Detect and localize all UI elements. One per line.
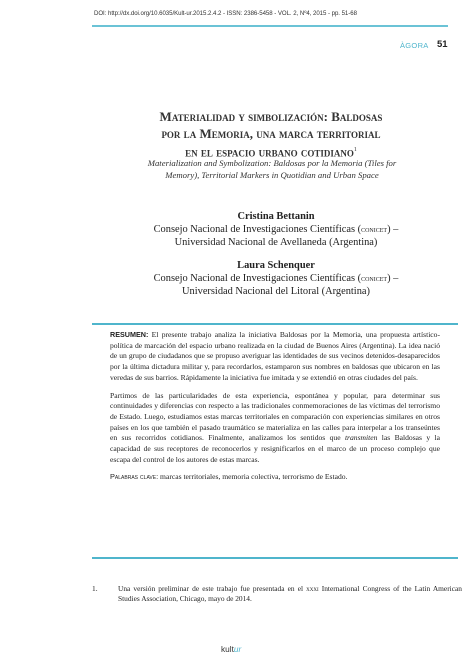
affil-abbr: conicet	[361, 224, 388, 234]
author-affiliation-line-1	[108, 223, 444, 236]
subtitle-line-2: Memory), Territorial Markers in Quotidian and Urban Space	[165, 169, 379, 180]
abstract-content	[110, 330, 440, 490]
header-separator-2: -	[272, 10, 278, 17]
title-line-3-text: en el espacio urbano cotidiano	[185, 144, 354, 160]
page-number: 51	[437, 39, 448, 50]
abstract-p2-text: Partimos de las particularidades de esta experiencia, espontánea y popular, para determinar sus continuidades y diferencias con respecto a las tradicionales conmemoraciones de las víctimas del terrorismo de Estado. Luego, estudiamos estas marcas territoriales en comparación con experiencias similares en otros países en los que también el pasado traumático se materializa en las calles para interpelar a los transeúntes en sus recorridos cotidianos. Finalmente, analizamos los sentidos que	[110, 390, 440, 443]
logo-accent: ur	[233, 644, 242, 654]
abstract-box	[92, 323, 458, 559]
logo-main: kult	[221, 644, 234, 654]
doi-label: DOI:	[94, 10, 107, 17]
affil-text: Consejo Nacional de Investigaciones Científicas (	[153, 273, 362, 284]
footnote-text-pre: Una versión preliminar de este trabajo fue presentada en el	[118, 584, 307, 593]
journal-logo	[221, 644, 241, 654]
footnote-text-post: International Congress of the Latin American Studies Association, Chicago, mayo de 2014.	[118, 584, 462, 603]
affil-abbr: conicet	[361, 273, 388, 283]
article-subtitle	[110, 158, 434, 181]
author-block-1	[108, 210, 444, 249]
title-footnote-marker[interactable]: 1	[353, 147, 357, 153]
abstract-paragraph-2	[110, 391, 440, 466]
section-label: ÀGORA	[400, 41, 429, 50]
header-separator: -	[221, 10, 227, 17]
abstract-paragraph-1	[110, 330, 440, 384]
keywords-text: marcas territoriales, memoria colectiva, terrorismo de Estado.	[158, 472, 348, 482]
affil-text: Consejo Nacional de Investigaciones Científicas (	[153, 224, 362, 235]
volume-label: VOL.	[277, 10, 292, 17]
abstract-label: RESUMEN:	[110, 330, 149, 339]
keywords	[110, 472, 440, 483]
author-affiliation-line-2: Universidad Nacional del Litoral (Argentina)	[182, 286, 370, 297]
footnote	[92, 584, 462, 604]
abstract-p2-text-end: las Baldosas y la capacidad de sus receptores de reconocerlos y resignificarlos en el marco de un proceso complejo que escapa del control de los autores de estas marcas.	[110, 433, 441, 464]
footnote-text	[118, 584, 462, 604]
issn-value: 2386-5458	[243, 10, 273, 17]
header-rule	[92, 25, 448, 27]
doi-header-line	[94, 10, 454, 17]
footnote-roman-numeral: xxxi	[306, 584, 319, 593]
author-affiliation-line-2: Universidad Nacional de Avellaneda (Argentina)	[174, 237, 378, 248]
title-line-2: por la Memoria, una marca territorial	[161, 126, 381, 141]
keywords-label: Palabras clave:	[110, 472, 159, 482]
abstract-p1-text: El presente trabajo analiza la iniciativa Baldosas por la Memoria, una propuesta artístico-política de marcación del espacio urbano realizada en la ciudad de Buenos Aires (Argentina). La idea nació de un grupo de ciudadanos que se propuso averiguar las identidades de sus vecinos detenidos-desaparecidos por la última dictadura militar y, para recordarlos, estamparon sus nombres en baldosas que ubicaron en las veredas de sus barrios. Rápidamente la iniciativa fue imitada y se extendió en otras ciudades del país.	[110, 330, 440, 382]
title-line-1: Materialidad y simbolización: Baldosas	[159, 109, 383, 124]
volume-value: 2, Nº4, 2015 - pp. 51-68	[293, 10, 357, 17]
author-name: Laura Schenquer	[237, 260, 315, 271]
subtitle-line-1: Materialization and Symbolization: Baldosas por la Memoria (Tiles for	[147, 158, 397, 168]
abstract-p2-emphasis: transmiten	[344, 433, 378, 443]
affil-text-end: ) –	[387, 224, 399, 235]
doi-link[interactable]: http://dx.doi.org/10.6035/Kult-ur.2015.2.4.2	[107, 10, 222, 17]
issn-label: ISSN:	[226, 10, 243, 17]
footnote-number: 1.	[92, 584, 98, 593]
author-name: Cristina Bettanin	[237, 211, 315, 222]
affil-text-end: ) –	[387, 273, 399, 284]
author-affiliation-line-1	[108, 272, 444, 285]
article-title	[96, 108, 446, 160]
author-block-2	[108, 259, 444, 298]
